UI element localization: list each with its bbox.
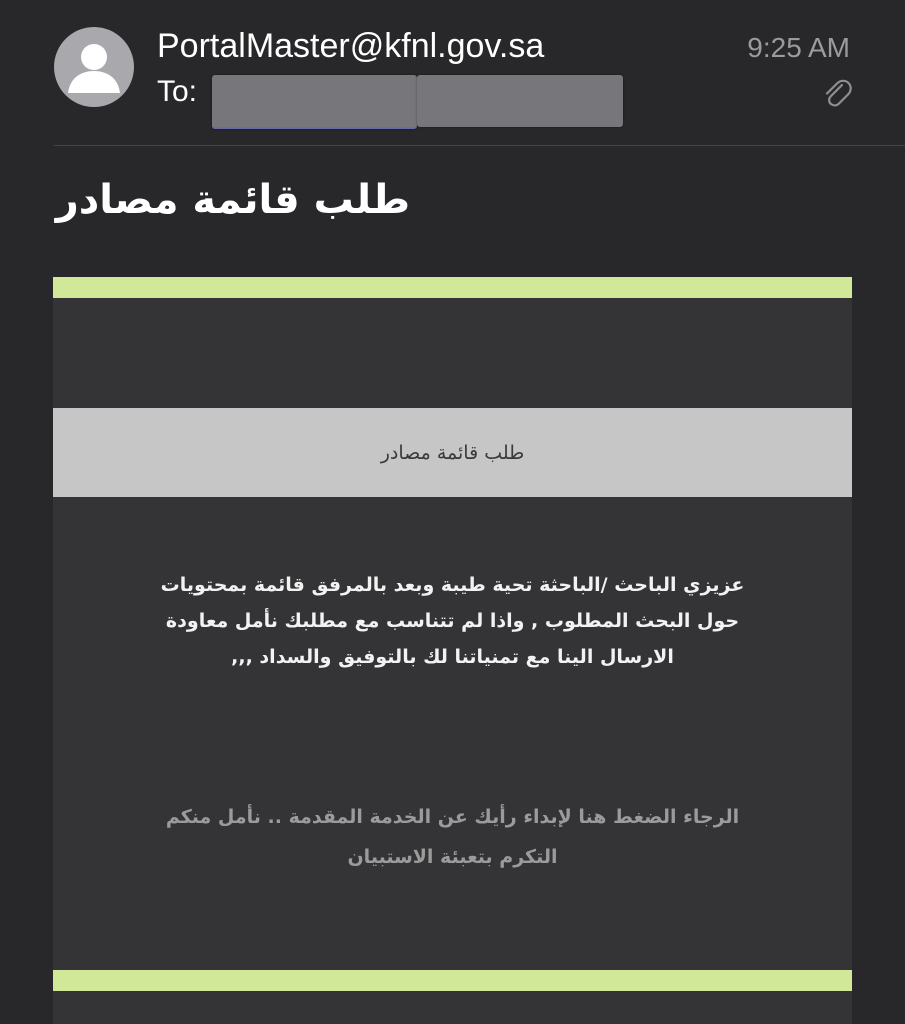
message-line: الارسال الينا مع تمنياتنا لك بالتوفيق والسداد ,,, bbox=[231, 646, 674, 668]
message-line: عزيزي الباحث /الباحثة تحية طيبة وبعد بالمرفق قائمة بمحتويات bbox=[160, 574, 745, 596]
email-body-card bbox=[53, 277, 852, 1024]
banner-title: طلب قائمة مصادر bbox=[380, 441, 525, 464]
to-label: To: bbox=[157, 75, 198, 108]
redacted-recipient bbox=[212, 75, 417, 129]
received-time: 9:25 AM bbox=[747, 32, 850, 63]
top-accent-bar bbox=[53, 277, 852, 298]
bottom-accent-bar bbox=[53, 970, 852, 991]
message-line: حول البحث المطلوب , واذا لم تتناسب مع مطلبك نأمل معاودة bbox=[165, 610, 740, 632]
survey-line[interactable]: الرجاء الضغط هنا لإبداء رأيك عن الخدمة المقدمة .. نأمل منكم bbox=[165, 806, 740, 828]
sender-avatar[interactable] bbox=[54, 27, 134, 107]
sender-address[interactable]: PortalMaster@kfnl.gov.sa bbox=[157, 27, 545, 65]
person-silhouette-icon bbox=[54, 27, 134, 107]
title-banner bbox=[53, 408, 852, 497]
redacted-recipient bbox=[417, 75, 623, 127]
email-subject: طلب قائمة مصادر bbox=[55, 177, 410, 223]
header-divider bbox=[54, 145, 905, 146]
survey-line[interactable]: التكرم بتعبئة الاستبيان bbox=[347, 846, 558, 868]
survey-link[interactable] bbox=[113, 797, 792, 877]
message-body bbox=[103, 567, 802, 675]
paperclip-icon[interactable] bbox=[820, 76, 854, 110]
